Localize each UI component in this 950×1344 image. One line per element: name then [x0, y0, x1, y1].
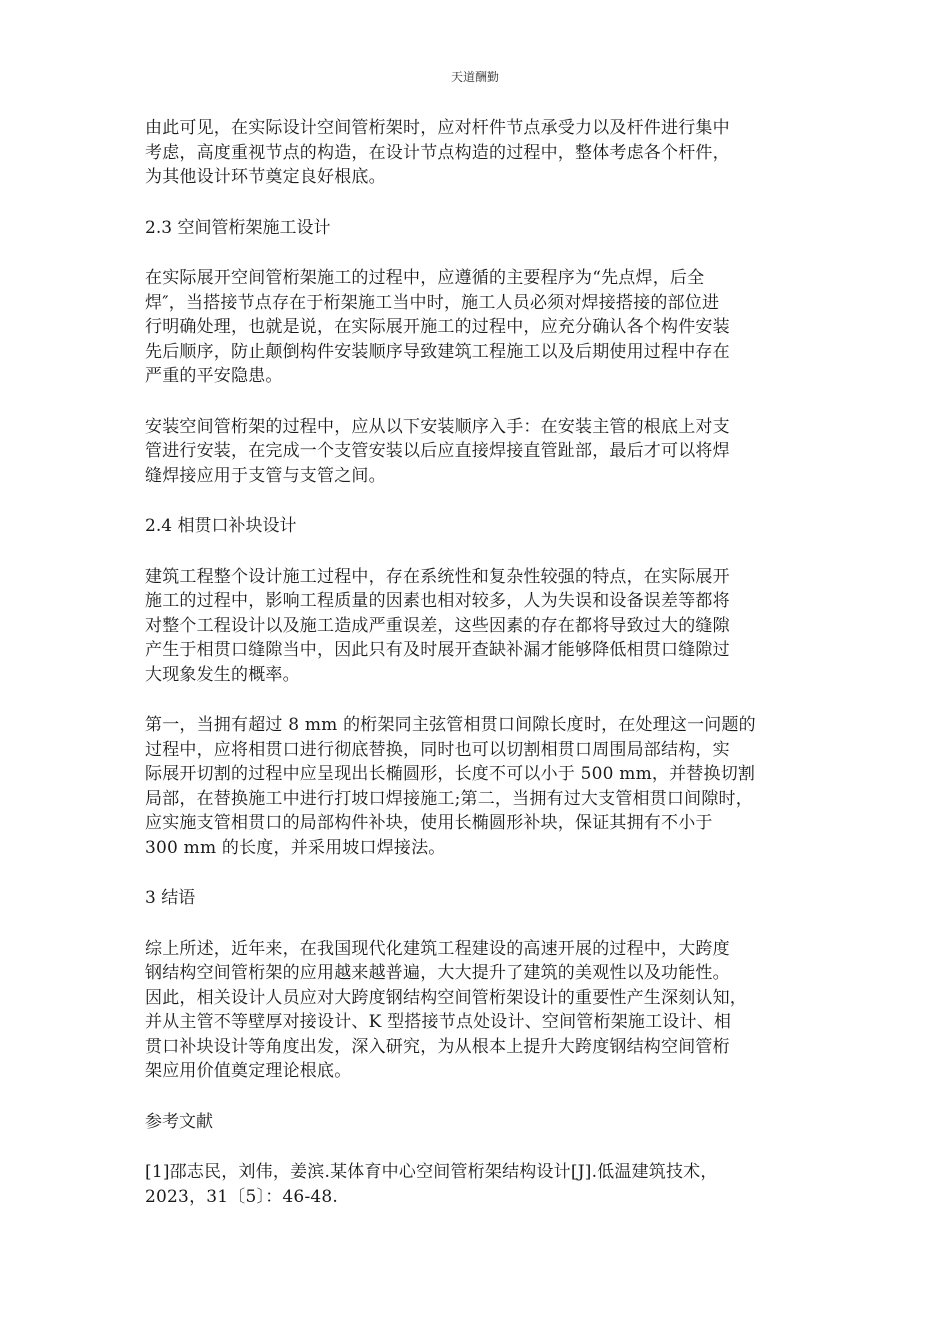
document-body — [145, 116, 825, 1235]
reference-item-1: [1]邵志民，刘伟，姜滨.某体育中心空间管桁架结构设计[J].低温建筑技术， 2023，31〔5〕：46-48. — [145, 1162, 718, 1207]
section-heading-3: 3 结语 — [145, 888, 196, 908]
references-heading: 参考文献 — [145, 1111, 213, 1132]
paragraph-conclusion-nodes: 由此可见，在实际设计空间管桁架时，应对杆件节点承受力以及杆件进行集中 考虑，高度重视节点的构造，在设计节点构造的过程中，整体考虑各个杆件， 为其他设计环节奠定良好根底。 — [145, 118, 730, 187]
paragraph-gap-factors: 建筑工程整个设计施工过程中，存在系统性和复杂性较强的特点，在实际展开 施工的过程中，影响工程质量的因素也相对较多，人为失误和设备误差等都将 对整个工程设计以及施工造成严重误差，这些因素的存在都将导致过大的缝隙 产生于相贯口缝隙当中，因此只有及时展开查缺补漏才能够降低相贯口缝隙过 大现象发生的概率。 — [145, 566, 730, 685]
paragraph-install-sequence: 安装空间管桁架的过程中，应从以下安装顺序入手：在安装主管的根底上对支 管进行安装，在完成一个支管安装以后应直接焊接直管趾部，最后才可以将焊 缝焊接应用于支管与支管之间。 — [145, 416, 730, 486]
page-header: 天道酬勤 — [450, 70, 499, 84]
section-heading-2-4: 2.4 相贯口补块设计 — [145, 516, 297, 536]
section-heading-2-3: 2.3 空间管桁架施工设计 — [145, 217, 331, 238]
paragraph-construction-order: 在实际展开空间管桁架施工的过程中，应遵循的主要程序为“先点焊，后全 焊″，当搭接节点存在于桁架施工当中时，施工人员必须对焊接搭接的部位进 行明确处理，也就是说，在实际展开施工的过程中，应充分确认各个构件安装 先后顺序，防止颠倒构件安装顺序导致建筑工程施工以及后期使用过程中存在 严重的平安隐患。 — [145, 268, 730, 386]
paragraph-summary: 综上所述，近年来，在我国现代化建筑工程建设的高速开展的过程中，大跨度 钢结构空间管桁架的应用越来越普遍，大大提升了建筑的美观性以及功能性。 因此，相关设计人员应对大跨度钢结构空间管桁架设计的重要性产生深刻认知， 并从主管不等壁厚对接设计、K 型搭接节点处设计、空间管桁架施工设计、相 贯口补块设计等角度出发，深入研究，为从根本上提升大跨度钢结构空间管桁 架应用价值奠定理论根底。 — [145, 938, 747, 1081]
paragraph-gap-treatment: 第一，当拥有超过 8 mm 的桁架同主弦管相贯口间隙长度时，在处理这一问题的 过程中，应将相贯口进行彻底替换，同时也可以切割相贯口周围局部结构，实 际展开切割的过程中应呈现出长椭圆形，长度不可以小于 500 mm，并替换切割 局部，在替换施工中进行打坡口焊接施工;第二，当拥有过大支管相贯口间隙时， 应实施支管相贯口的局部构件补块，使用长椭圆形补块，保证其拥有不小于 300 mm 的长度，并采用坡口焊接法。 — [145, 715, 756, 858]
